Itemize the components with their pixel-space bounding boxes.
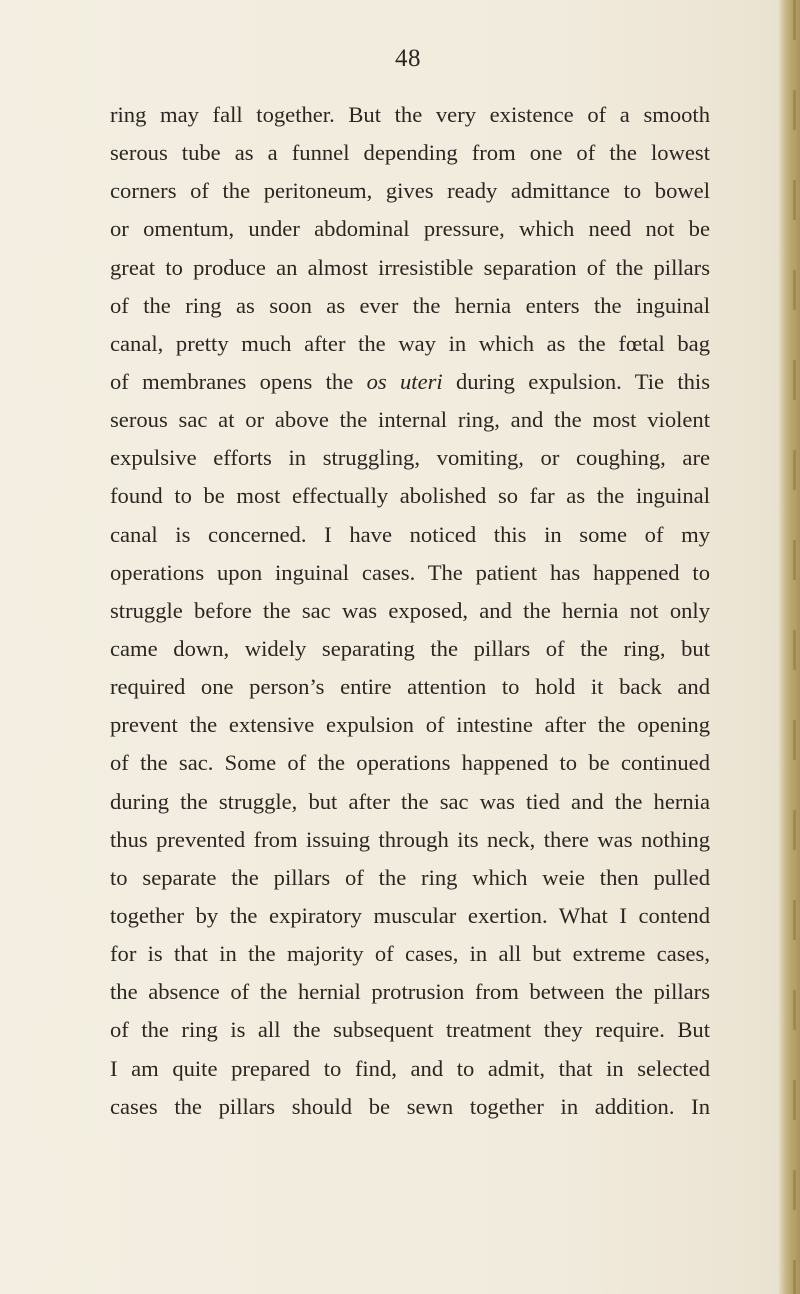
text-line: prevent the extensive expulsion of intestine after the opening [110, 712, 710, 738]
body-text [110, 96, 710, 1126]
text-run: during expulsion. Tie this [442, 368, 711, 394]
text-line: of the ring as soon as ever the hernia enters the inguinal [110, 292, 710, 318]
text-line: canal is concerned. I have noticed this in some of my [110, 521, 710, 547]
text-line: struggle before the sac was exposed, and the hernia not only [110, 597, 710, 623]
text-line: serous sac at or above the internal ring, and the most violent [110, 407, 710, 433]
text-line: operations upon inguinal cases. The patient has happened to [110, 559, 710, 585]
text-line: serous tube as a funnel depending from one of the lowest [110, 140, 710, 166]
text-line: required one person’s entire attention to hold it back and [110, 674, 710, 700]
text-line: during the struggle, but after the sac was tied and the hernia [110, 788, 710, 814]
text-line: great to produce an almost irresistible separation of the pillars [110, 254, 710, 280]
text-line: ring may fall together. But the very existence of a smooth [110, 102, 710, 127]
text-line: of the sac. Some of the operations happened to be continued [110, 750, 710, 776]
text-line: thus prevented from issuing through its neck, there was nothing [110, 826, 710, 852]
text-line [110, 363, 710, 401]
text-line: the absence of the hernial protrusion from between the pillars [110, 979, 710, 1005]
text-line: cases the pillars should be sewn together in addition. In [110, 1093, 710, 1119]
text-line: together by the expiratory muscular exertion. What I contend [110, 902, 710, 928]
text-line: of the ring is all the subsequent treatment they require. But [110, 1017, 710, 1043]
text-line: for is that in the majority of cases, in all but extreme cases, [110, 941, 710, 967]
text-line: to separate the pillars of the ring which weie then pulled [110, 864, 710, 890]
text-line: corners of the peritoneum, gives ready admittance to bowel [110, 178, 710, 204]
text-line: came down, widely separating the pillars of the ring, but [110, 635, 710, 661]
text-line: or omentum, under abdominal pressure, which need not be [110, 216, 710, 242]
text-line: canal, pretty much after the way in which as the fœtal bag [110, 330, 710, 356]
text-line: expulsive efforts in struggling, vomiting, or coughing, are [110, 445, 710, 471]
text-line: found to be most effectually abolished so far as the inguinal [110, 483, 710, 509]
page-edge [778, 0, 800, 1294]
text-run: of membranes opens the [110, 368, 367, 394]
page-number: 48 [395, 45, 421, 72]
text-line: I am quite prepared to find, and to admit, that in selected [110, 1055, 710, 1081]
latin-term: os uteri [366, 368, 443, 394]
